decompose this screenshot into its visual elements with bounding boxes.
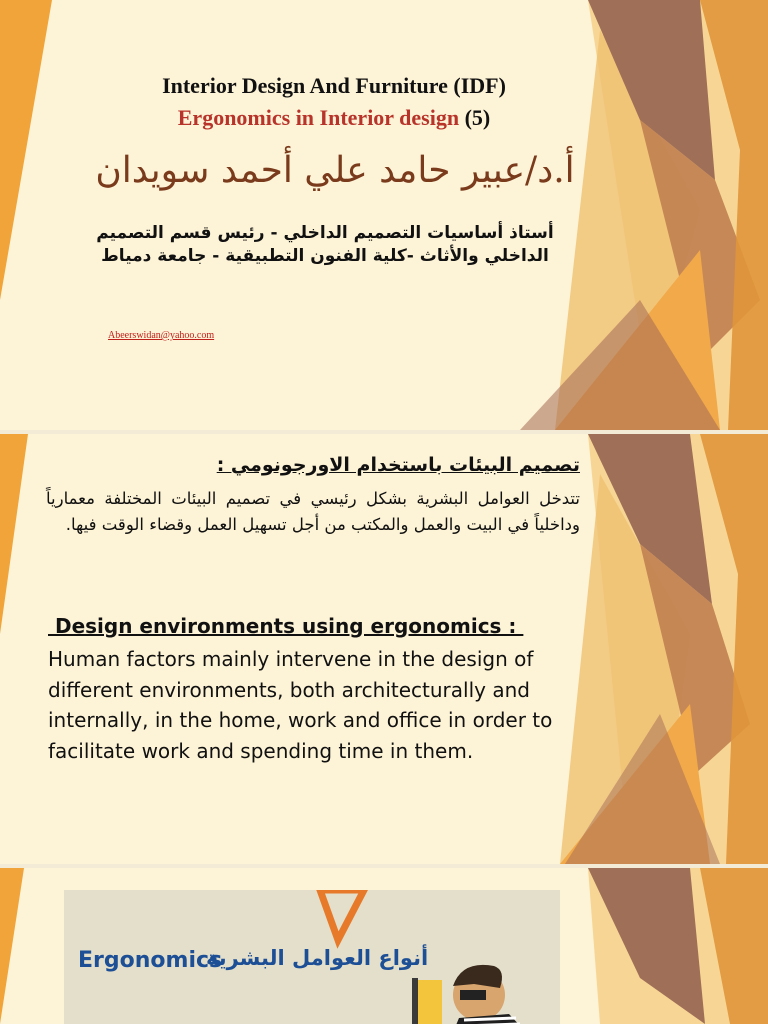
subtitle-text: Ergonomics in Interior design	[177, 105, 460, 130]
arabic-body: تتدخل العوامل البشرية بشكل رئيسي في تصميم البيئات المختلفة معمارياً وداخلياً في البيت والعمل والمكتب من أجل تسهيل العمل وقضاء الوقت فيها.	[46, 489, 580, 534]
ergonomics-image	[64, 890, 560, 1024]
arabic-heading: تصميم البيئات باستخدام الاورجونومي :	[216, 454, 580, 476]
decorative-shapes	[0, 0, 768, 430]
slide-3	[0, 868, 768, 1024]
author-role-line-2: الداخلي والأثاث -كلية الفنون التطبيقية - جامعة دمياط	[101, 246, 549, 266]
subtitle-number: (5)	[464, 105, 491, 130]
english-heading: Design environments using ergonomics :	[48, 614, 524, 638]
presentation-title: Interior Design And Furniture (IDF)	[162, 73, 506, 98]
author-email-link[interactable]: Abeerswidan@yahoo.com	[108, 330, 215, 341]
image-title-arabic: أنواع العوامل البشرية	[206, 946, 429, 970]
presentation-subtitle	[0, 105, 668, 131]
author-name: أ.د/عبير حامد علي أحمد سويدان	[95, 150, 575, 191]
slide-2	[0, 434, 768, 864]
english-body: Human factors mainly intervene in the design of different environments, both architecturally and internally, in the home, work and office in order to facilitate work and spending time in them.	[48, 647, 553, 763]
author-role-line-1: أستاذ أساسيات التصميم الداخلي - رئيس قسم التصميم	[96, 223, 554, 243]
slide-1	[0, 0, 768, 430]
image-title-english: Ergonomics	[78, 948, 223, 973]
author-role	[60, 222, 590, 268]
